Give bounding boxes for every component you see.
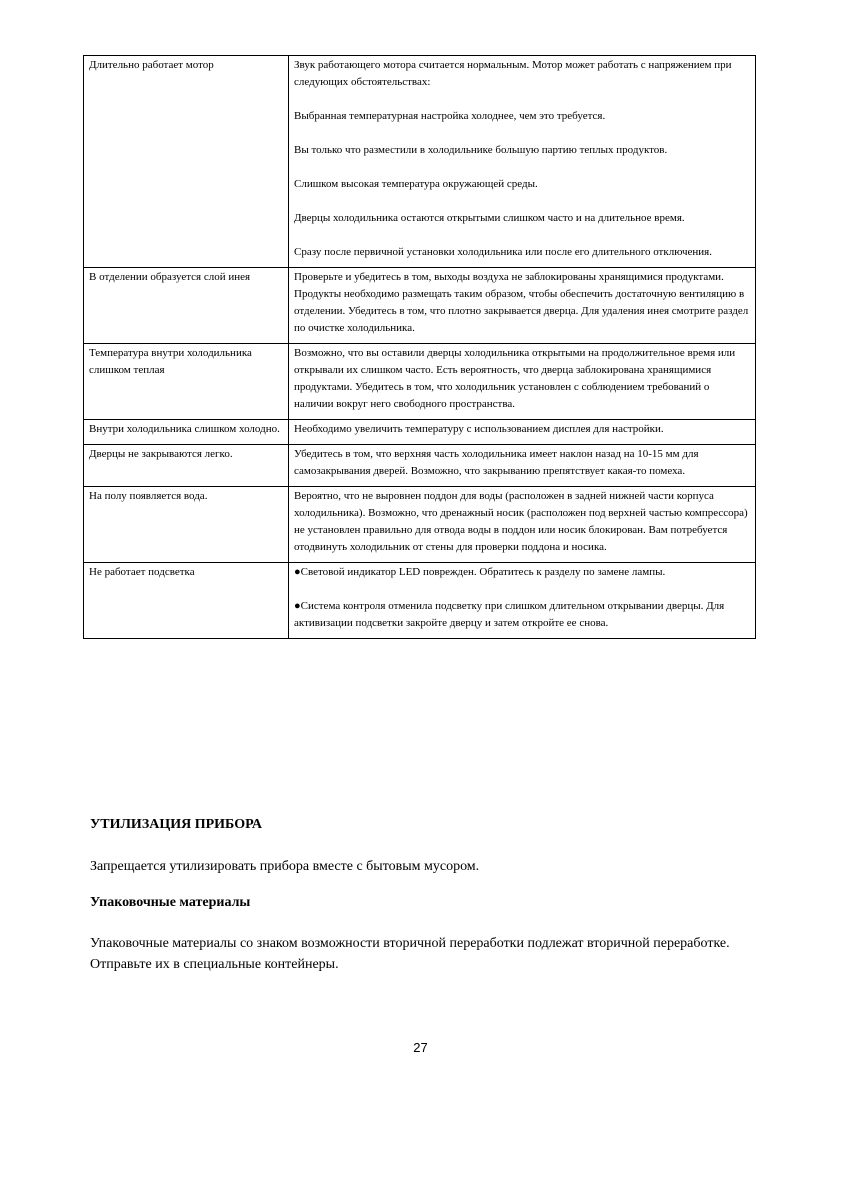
packaging-heading: Упаковочные материалы: [90, 895, 251, 910]
problem-text: Дверцы не закрываются легко.: [89, 448, 233, 460]
solution-text: Звук работающего мотора считается нормальным. Мотор может работать с напряжением при следующих обстоятельствах:: [294, 59, 732, 88]
problem-cell: [84, 344, 289, 420]
page-number: 27: [413, 1040, 428, 1055]
problem-cell: [84, 268, 289, 344]
troubleshooting-table: [83, 55, 756, 639]
solution-text: Возможно, что вы оставили дверцы холодильника открытыми на продолжительное время или открывали их слишком часто. Есть вероятность, что дверца заблокирована хранящимися продуктами. Убедитесь в том, что холодильник установлен с соблюдением требований о наличии вокруг него свободного пространства.: [294, 347, 736, 410]
packaging-text: Упаковочные материалы со знаком возможности вторичной переработки подлежат вторичной переработке. Отправьте их в специальные контейнеры.: [90, 936, 730, 972]
solution-text: Сразу после первичной установки холодильника или после его длительного отключения.: [294, 246, 712, 258]
problem-text: На полу появляется вода.: [89, 490, 208, 502]
table-row: [84, 344, 756, 420]
solution-cell: [289, 420, 756, 445]
problem-cell: [84, 56, 289, 268]
table-row: [84, 563, 756, 639]
solution-text: Вы только что разместили в холодильнике большую партию теплых продуктов.: [294, 144, 668, 156]
solution-text: ●Световой индикатор LED поврежден. Обратитесь к разделу по замене лампы.: [294, 566, 666, 578]
disposal-intro: Запрещается утилизировать прибора вместе с бытовым мусором.: [90, 859, 480, 874]
problem-text: Не работает подсветка: [89, 566, 195, 578]
problem-cell: [84, 420, 289, 445]
problem-cell: [84, 563, 289, 639]
solution-cell: [289, 563, 756, 639]
solution-text: Выбранная температурная настройка холоднее, чем это требуется.: [294, 110, 606, 122]
solution-cell: [289, 56, 756, 268]
solution-text: Вероятно, что не выровнен поддон для воды (расположен в задней нижней части корпуса холодильника). Возможно, что дренажный носик (расположен под верхней частью компрессора) не установлен правильно для отвода воды в поддон или носик блокирован. Вам потребуется отодвинуть холодильник от стены для проверки поддона и носика.: [294, 490, 748, 553]
problem-text: Температура внутри холодильника слишком теплая: [89, 347, 252, 376]
problem-text: Внутри холодильника слишком холодно.: [89, 423, 280, 435]
solution-text: Слишком высокая температура окружающей среды.: [294, 178, 538, 190]
solution-cell: [289, 487, 756, 563]
table-row: [84, 420, 756, 445]
table-row: [84, 487, 756, 563]
solution-text: Необходимо увеличить температуру с использованием дисплея для настройки.: [294, 423, 664, 435]
solution-cell: [289, 445, 756, 487]
solution-text: Убедитесь в том, что верхняя часть холодильника имеет наклон назад на 10-15 мм для самозакрывания дверей. Возможно, что закрыванию препятствует какая-то помеха.: [294, 448, 699, 477]
problem-cell: [84, 487, 289, 563]
problem-text: Длительно работает мотор: [89, 59, 214, 71]
solution-cell: [289, 268, 756, 344]
solution-text: Проверьте и убедитесь в том, выходы воздуха не заблокированы хранящимися продуктами. Продукты необходимо размещать таким образом, чтобы обеспечить достаточную вентиляцию в отделении. Убедитесь в том, что плотно закрывается дверца. Для удаления инея смотрите раздел по очистке холодильника.: [294, 271, 749, 334]
solution-text: ●Система контроля отменила подсветку при слишком длительном открывании дверцы. Для активизации подсветки закройте дверцу и затем откройте ее снова.: [294, 600, 725, 629]
disposal-section: [90, 815, 770, 991]
problem-cell: [84, 445, 289, 487]
problem-text: В отделении образуется слой инея: [89, 271, 251, 283]
solution-cell: [289, 344, 756, 420]
solution-text: Дверцы холодильника остаются открытыми слишком часто и на длительное время.: [294, 212, 685, 224]
disposal-heading: УТИЛИЗАЦИЯ ПРИБОРА: [90, 817, 262, 832]
table-row: [84, 56, 756, 268]
table-row: [84, 445, 756, 487]
table-row: [84, 268, 756, 344]
